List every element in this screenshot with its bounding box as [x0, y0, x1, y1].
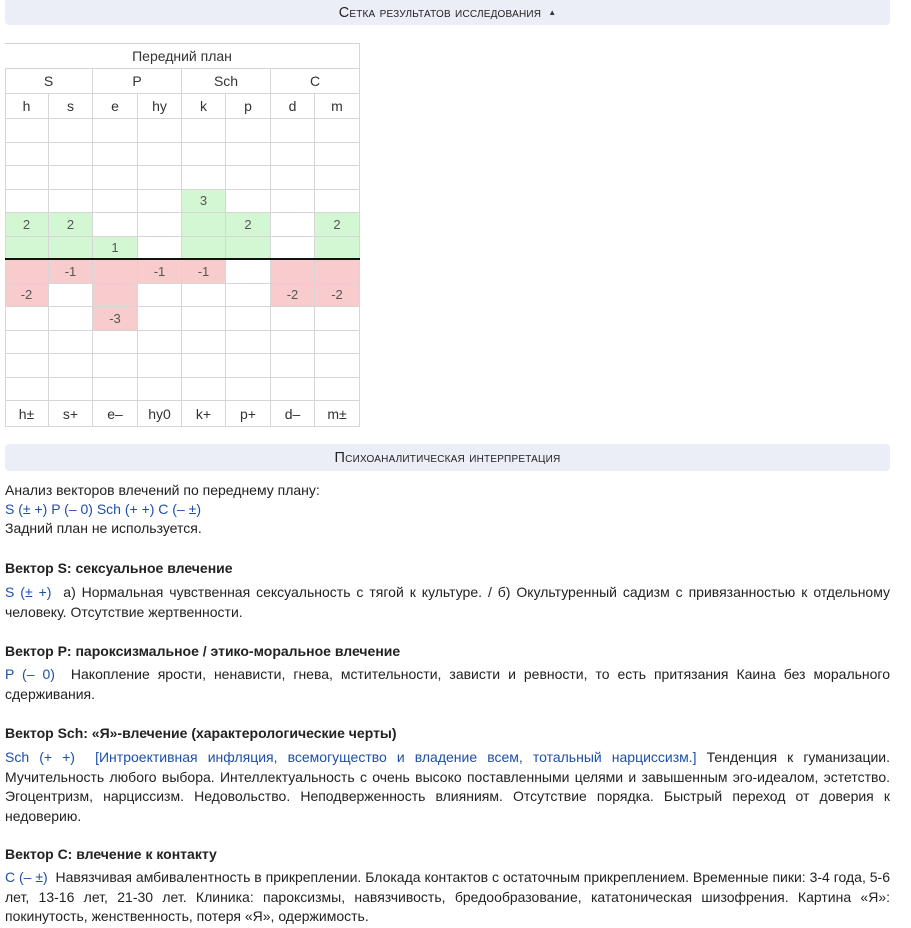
empty-cell: [5, 190, 49, 214]
intro-line: Анализ векторов влечений по переднему плану:: [5, 482, 320, 498]
empty-cell: [93, 378, 138, 402]
factor-result-s: s+: [49, 401, 93, 427]
empty-cell: [182, 119, 226, 143]
empty-cell: [93, 190, 138, 214]
vector-p-code: P (– 0): [5, 666, 55, 682]
empty-cell: [182, 331, 226, 355]
empty-cell: [315, 119, 360, 143]
interpretation-title: Психоаналитическая интерпретация: [334, 449, 561, 466]
empty-cell: [93, 143, 138, 167]
vector-s-title: Вектор S: сексуальное влечение: [5, 560, 233, 576]
empty-cell: [138, 166, 182, 190]
positive-cell: 2: [315, 213, 360, 237]
empty-cell: [138, 190, 182, 214]
empty-cell: [226, 284, 271, 308]
empty-cell: [271, 331, 315, 355]
background-note: Задний план не используется.: [5, 520, 202, 536]
empty-cell: [5, 331, 49, 355]
positive-cell: 1: [93, 237, 138, 261]
vector-header-c: C: [271, 69, 360, 94]
empty-cell: [271, 354, 315, 378]
empty-cell: [226, 307, 271, 331]
negative-cell: -1: [182, 260, 226, 284]
factor-header-h: h: [5, 94, 49, 119]
empty-cell: [49, 378, 93, 402]
empty-cell: [226, 190, 271, 214]
factor-result-d: d–: [271, 401, 315, 427]
factor-header-k: k: [182, 94, 226, 119]
vector-header-s: S: [5, 69, 93, 94]
negative-cell: -2: [315, 284, 360, 308]
empty-cell: [315, 378, 360, 402]
vector-c-code: C (– ±): [5, 869, 48, 885]
factor-result-h: h±: [5, 401, 49, 427]
negative-cell: [5, 260, 49, 284]
collapse-arrow-icon[interactable]: ▲: [548, 8, 557, 17]
empty-cell: [138, 213, 182, 237]
vector-header-p: P: [93, 69, 182, 94]
empty-cell: [138, 307, 182, 331]
vector-c-title: Вектор C: влечение к контакту: [5, 846, 217, 862]
empty-cell: [315, 307, 360, 331]
factor-result-p: p+: [226, 401, 271, 427]
vector-s-code: S (± +): [5, 584, 52, 600]
vector-c-description: [5, 868, 890, 927]
factor-header-m: m: [315, 94, 360, 119]
empty-cell: [226, 166, 271, 190]
empty-cell: [5, 354, 49, 378]
negative-cell: [93, 260, 138, 284]
empty-cell: [182, 307, 226, 331]
positive-cell: [5, 237, 49, 261]
negative-cell: -1: [138, 260, 182, 284]
negative-cell: -2: [5, 284, 49, 308]
empty-cell: [93, 354, 138, 378]
empty-cell: [138, 237, 182, 261]
empty-cell: [182, 284, 226, 308]
positive-cell: [315, 237, 360, 261]
positive-cell: 3: [182, 190, 226, 214]
empty-cell: [93, 213, 138, 237]
factor-header-s: s: [49, 94, 93, 119]
vector-sch-title: Вектор Sch: «Я»-влечение (характерологические черты): [5, 725, 397, 741]
szondi-results-grid: [5, 43, 360, 427]
positive-cell: 2: [226, 213, 271, 237]
vector-sch-text: Тенденция к гуманизации. Мучительность любого выбора. Интеллектуальность с очень высоко поставленными целями и завышенным эго-идеалом, эстетство. Эгоцентризм, нарциссизм. Недовольство. Неподверженность влияниям. Отсутствие порядка. Быстрый переход от доверия к недоверию.: [5, 749, 890, 824]
factor-header-e: e: [93, 94, 138, 119]
plan-label: Передний план: [5, 44, 360, 69]
grid-left-border: [5, 69, 6, 427]
empty-cell: [315, 166, 360, 190]
empty-cell: [138, 284, 182, 308]
empty-cell: [271, 143, 315, 167]
empty-cell: [271, 166, 315, 190]
grid-zero-line: [5, 258, 360, 260]
negative-cell: -3: [93, 307, 138, 331]
empty-cell: [226, 119, 271, 143]
results-grid-title: Сетка результатов исследования: [338, 4, 542, 21]
empty-cell: [49, 190, 93, 214]
empty-cell: [49, 143, 93, 167]
positive-cell: [49, 237, 93, 261]
factor-result-hy: hy0: [138, 401, 182, 427]
empty-cell: [271, 119, 315, 143]
negative-cell: [271, 260, 315, 284]
empty-cell: [271, 237, 315, 261]
empty-cell: [138, 119, 182, 143]
empty-cell: [182, 378, 226, 402]
empty-cell: [271, 213, 315, 237]
positive-cell: 2: [5, 213, 49, 237]
negative-cell: -2: [271, 284, 315, 308]
empty-cell: [226, 378, 271, 402]
negative-cell: [93, 284, 138, 308]
empty-cell: [5, 143, 49, 167]
positive-cell: [182, 237, 226, 261]
empty-cell: [182, 166, 226, 190]
vector-p-description: [5, 665, 890, 704]
vector-header-sch: Sch: [182, 69, 271, 94]
empty-cell: [5, 307, 49, 331]
factor-result-e: e–: [93, 401, 138, 427]
empty-cell: [315, 190, 360, 214]
vector-s-description: [5, 583, 890, 622]
empty-cell: [49, 331, 93, 355]
empty-cell: [271, 378, 315, 402]
empty-cell: [5, 166, 49, 190]
empty-cell: [315, 143, 360, 167]
vector-c-text: Навязчивая амбивалентность в прикреплении. Блокада контактов с остаточным прикреплением. Временные пики: 3-4 года, 5-6 лет, 13-16 лет, 21-30 лет. Клиника: пароксизмы, навязчивость, бредообразование, кататоническая шизофрения. Картина «Я»: покинутость, женственность, потеря «Я», одержимость.: [5, 869, 890, 924]
empty-cell: [315, 354, 360, 378]
empty-cell: [93, 166, 138, 190]
empty-cell: [49, 307, 93, 331]
interpretation-header[interactable]: [5, 444, 890, 471]
factor-header-d: d: [271, 94, 315, 119]
negative-cell: [315, 260, 360, 284]
factor-header-p: p: [226, 94, 271, 119]
empty-cell: [138, 331, 182, 355]
empty-cell: [49, 284, 93, 308]
factor-header-hy: hy: [138, 94, 182, 119]
positive-cell: [226, 237, 271, 261]
factor-result-m: m±: [315, 401, 360, 427]
empty-cell: [5, 119, 49, 143]
empty-cell: [271, 190, 315, 214]
negative-cell: -1: [49, 260, 93, 284]
vector-formula: S (± +) P (– 0) Sch (+ +) C (– ±): [5, 501, 201, 517]
empty-cell: [49, 354, 93, 378]
vector-sch-description: [5, 748, 890, 826]
empty-cell: [226, 354, 271, 378]
empty-cell: [138, 378, 182, 402]
empty-cell: [182, 143, 226, 167]
positive-cell: [182, 213, 226, 237]
empty-cell: [138, 354, 182, 378]
empty-cell: [5, 378, 49, 402]
vector-p-text: Накопление ярости, ненависти, гнева, мстительности, зависти и ревности, то есть притязания Каина без морального сдерживания.: [5, 666, 891, 702]
vector-s-text: а) Нормальная чувственная сексуальность с тягой к культуре. / б) Окультуренный садизм с привязанностью к отдельному человеку. Отсутствие жертвенности.: [5, 584, 890, 620]
empty-cell: [226, 260, 271, 284]
empty-cell: [49, 166, 93, 190]
vector-sch-code: Sch (+ +): [5, 749, 75, 765]
empty-cell: [93, 119, 138, 143]
results-grid-header[interactable]: [5, 0, 890, 25]
empty-cell: [315, 331, 360, 355]
positive-cell: 2: [49, 213, 93, 237]
empty-cell: [138, 143, 182, 167]
vector-sch-bracket: [Интроективная инфляция, всемогущество и владение всем, тотальный нарциссизм.]: [95, 749, 697, 765]
vector-p-title: Вектор P: пароксизмальное / этико-моральное влечение: [5, 643, 401, 659]
empty-cell: [271, 307, 315, 331]
empty-cell: [49, 119, 93, 143]
empty-cell: [226, 143, 271, 167]
factor-result-k: k+: [182, 401, 226, 427]
empty-cell: [93, 331, 138, 355]
empty-cell: [182, 354, 226, 378]
empty-cell: [226, 331, 271, 355]
